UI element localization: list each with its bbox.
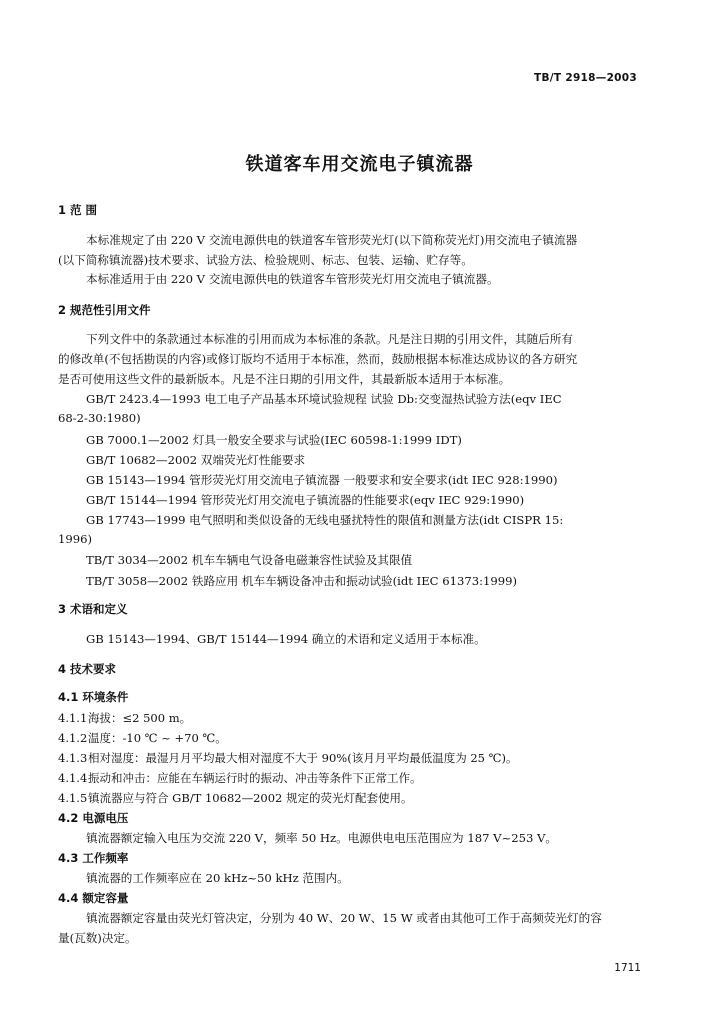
reference-1-cont: 68-2-30:1980) bbox=[58, 411, 141, 425]
reference-4: GB 15143—1994 管形荧光灯用交流电子镇流器 一般要求和安全要求(idt IEC 928:1990) bbox=[86, 473, 558, 487]
reference-6-cont: 1996) bbox=[58, 532, 93, 546]
item-4-1-3: 4.1.3相对湿度：最湿月月平均最大相对湿度不大于 90%(该月月平均最低温度为 25 ℃)。 bbox=[58, 751, 518, 765]
subsection-4-4-line-1: 镇流器额定容量由荧光灯管决定，分别为 40 W、20 W、15 W 或者由其他可工作于高频荧光灯的容 bbox=[86, 911, 602, 925]
reference-2: GB 7000.1—2002 灯具一般安全要求与试验(IEC 60598-1:1999 IDT) bbox=[86, 433, 462, 447]
section-4-heading: 4 技术要求 bbox=[58, 662, 117, 676]
reference-7: TB/T 3034—2002 机车车辆电气设备电磁兼容性试验及其限值 bbox=[86, 553, 413, 567]
subsection-4-4-heading: 4.4 额定容量 bbox=[58, 891, 129, 905]
section-2-line-3: 是否可使用这些文件的最新版本。凡是不注日期的引用文件，其最新版本适用于本标准。 bbox=[58, 372, 511, 386]
subsection-4-3-text: 镇流器的工作频率应在 20 kHz~50 kHz 范围内。 bbox=[86, 871, 349, 885]
item-4-1-4: 4.1.4振动和冲击：应能在车辆运行时的振动、冲击等条件下正常工作。 bbox=[58, 771, 422, 785]
reference-1: GB/T 2423.4—1993 电工电子产品基本环境试验规程 试验 Db:交变湿热试验方法(eqv IEC bbox=[86, 392, 562, 406]
item-4-1-2: 4.1.2温度：-10 ℃ ~ +70 ℃。 bbox=[58, 731, 227, 745]
subsection-4-3-heading: 4.3 工作频率 bbox=[58, 851, 129, 865]
section-2-line-1: 下列文件中的条款通过本标准的引用而成为本标准的条款。凡是注日期的引用文件，其随后所有 bbox=[86, 332, 573, 346]
standard-code: TB/T 2918—2003 bbox=[534, 72, 637, 84]
section-1-line-3: 本标准适用于由 220 V 交流电源供电的铁道客车管形荧光灯用交流电子镇流器。 bbox=[86, 272, 499, 286]
section-3-line-1: GB 15143—1994、GB/T 15144—1994 确立的术语和定义适用于本标准。 bbox=[86, 632, 486, 646]
reference-5: GB/T 15144—1994 管形荧光灯用交流电子镇流器的性能要求(eqv IEC 929:1990) bbox=[86, 493, 525, 507]
section-1-line-1: 本标准规定了由 220 V 交流电源供电的铁道客车管形荧光灯(以下简称荧光灯)用交流电子镇流器 bbox=[86, 233, 578, 247]
section-2-line-2: 的修改单(不包括勘误的内容)或修订版均不适用于本标准，然而，鼓励根据本标准达成协议的各方研究 bbox=[58, 352, 578, 366]
reference-8: TB/T 3058—2002 铁路应用 机车车辆设备冲击和振动试验(idt IEC 61373:1999) bbox=[86, 574, 518, 588]
reference-3: GB/T 10682—2002 双端荧光灯性能要求 bbox=[86, 453, 306, 467]
section-1-line-2: (以下简称镇流器)技术要求、试验方法、检验规则、标志、包装、运输、贮存等。 bbox=[58, 253, 473, 267]
subsection-4-2-heading: 4.2 电源电压 bbox=[58, 811, 129, 825]
item-4-1-1: 4.1.1海拔：≤2 500 m。 bbox=[58, 711, 192, 725]
subsection-4-4-line-2: 量(瓦数)决定。 bbox=[58, 931, 137, 945]
page-number: 1711 bbox=[614, 962, 641, 974]
subsection-4-2-text: 镇流器额定输入电压为交流 220 V，频率 50 Hz。电源供电电压范围应为 187 V~253 V。 bbox=[86, 831, 558, 845]
item-4-1-5: 4.1.5镇流器应与符合 GB/T 10682—2002 规定的荧光灯配套使用。 bbox=[58, 791, 413, 805]
subsection-4-1-heading: 4.1 环境条件 bbox=[58, 690, 129, 704]
section-1-heading: 1 范 围 bbox=[58, 203, 98, 217]
document-title: 铁道客车用交流电子镇流器 bbox=[245, 154, 474, 175]
section-3-heading: 3 术语和定义 bbox=[58, 602, 128, 616]
reference-6: GB 17743—1999 电气照明和类似设备的无线电骚扰特性的限值和测量方法(idt CISPR 15: bbox=[86, 513, 564, 527]
section-2-heading: 2 规范性引用文件 bbox=[58, 303, 151, 317]
